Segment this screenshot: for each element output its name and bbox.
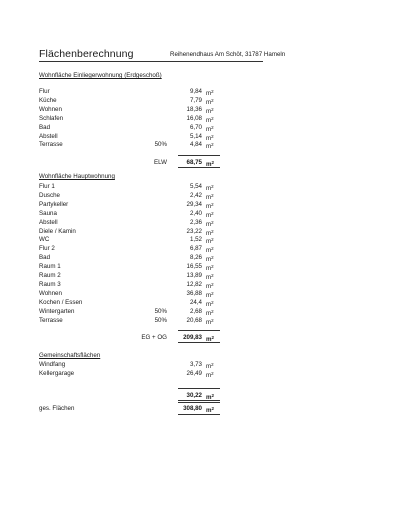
unit-base: m [206, 265, 212, 273]
room-name: Sauna [39, 209, 57, 217]
unit-exponent: 2 [211, 115, 214, 121]
table-row [0, 253, 402, 262]
unit-base: m [206, 256, 212, 264]
unit-exponent: 2 [211, 201, 214, 207]
document-title: Flächenberechnung [39, 48, 134, 60]
table-row [0, 87, 402, 96]
table-row [0, 105, 402, 114]
room-name: Küche [39, 96, 57, 104]
room-area: 2,68 [189, 307, 202, 315]
unit-label [206, 369, 214, 380]
unit-exponent: 2 [211, 89, 214, 94]
unit-exponent: 2 [211, 362, 214, 367]
room-area: 9,84 [189, 88, 202, 95]
table-row [0, 307, 402, 316]
unit-exponent: 2 [211, 106, 214, 112]
unit-exponent: 2 [211, 308, 214, 314]
room-area: 16,08 [186, 114, 202, 122]
table-row [0, 271, 402, 280]
unit-base: m [206, 318, 212, 326]
room-area: 5,54 [189, 183, 202, 190]
table-row [0, 360, 402, 369]
title-divider [39, 61, 263, 62]
unit-base: m [206, 211, 212, 219]
room-percentage: 50% [154, 141, 167, 149]
table-row [0, 114, 402, 123]
room-name: Wohnen [39, 105, 62, 113]
room-name: Kochen / Essen [39, 298, 83, 306]
unit-exponent: 2 [211, 160, 215, 166]
table-row [0, 244, 402, 253]
table-row [0, 289, 402, 298]
unit-exponent: 2 [211, 142, 214, 148]
total-row [0, 404, 402, 413]
unit-exponent: 2 [211, 299, 214, 305]
unit-base: m [206, 336, 212, 344]
room-name: Wintergarten [39, 307, 75, 315]
table-row [0, 316, 402, 325]
unit-exponent: 2 [211, 406, 215, 411]
room-area: 7,79 [189, 96, 202, 104]
table-row [0, 262, 402, 271]
room-area: 18,36 [186, 105, 202, 113]
table-row [0, 218, 402, 227]
unit-base: m [206, 134, 212, 142]
document-subtitle: Reihenendhaus Am Schöt, 31787 Hameln [170, 51, 286, 58]
table-row [0, 369, 402, 378]
unit-exponent: 2 [211, 264, 214, 270]
unit-exponent: 2 [211, 210, 214, 216]
subtotal-rule [178, 388, 220, 389]
room-area: 29,34 [186, 200, 202, 208]
subtotal-rule [178, 155, 220, 156]
room-percentage: 50% [154, 307, 167, 315]
room-area: 2,42 [189, 191, 202, 199]
section-heading: Gemeinschaftsflächen [39, 352, 101, 359]
room-name: Flur 2 [39, 245, 55, 253]
section-heading: Wohnfläche Hauptwohnung [39, 173, 115, 180]
total-rule [178, 402, 220, 403]
room-area: 6,87 [189, 245, 202, 253]
room-name: Bad [39, 254, 51, 262]
unit-label [206, 140, 214, 151]
room-area: 13,89 [186, 272, 202, 279]
unit-exponent: 2 [211, 290, 214, 296]
unit-exponent: 2 [211, 273, 214, 278]
table-row [0, 182, 402, 191]
room-name: Diele / Kamin [39, 227, 76, 235]
subtotal-row [0, 391, 402, 400]
subtotal-label: EG + OG [141, 334, 167, 342]
table-row [0, 140, 402, 149]
unit-exponent: 2 [211, 133, 214, 139]
room-name: Wohnen [39, 289, 62, 297]
unit-base: m [206, 193, 212, 201]
room-name: Terrasse [39, 141, 63, 149]
table-row [0, 280, 402, 289]
subtotal-underline [178, 400, 220, 401]
room-area: 5,14 [189, 132, 202, 140]
unit-label [206, 316, 214, 327]
room-area: 23,22 [186, 227, 202, 235]
unit-base: m [206, 116, 212, 124]
table-row [0, 123, 402, 132]
unit-base: m [206, 363, 212, 370]
unit-exponent: 2 [211, 184, 214, 189]
unit-base: m [206, 291, 212, 299]
unit-exponent: 2 [211, 370, 214, 376]
unit-exponent: 2 [211, 335, 215, 341]
subtotal-value: 68,75 [186, 159, 202, 167]
total-label: ges. Flächen [39, 405, 75, 412]
unit-base: m [206, 300, 212, 308]
subtotal-rule [178, 330, 220, 331]
unit-base: m [206, 238, 212, 246]
unit-base: m [206, 282, 212, 290]
unit-exponent: 2 [211, 246, 214, 252]
room-area: 20,68 [186, 316, 202, 324]
table-row [0, 209, 402, 218]
room-area: 36,88 [186, 289, 202, 297]
unit-exponent: 2 [211, 192, 214, 198]
room-name: Abstell [39, 218, 58, 226]
room-area: 2,36 [189, 218, 202, 226]
subtotal-underline [178, 342, 220, 343]
room-name: Terrasse [39, 316, 63, 324]
room-name: Flur 1 [39, 183, 55, 190]
room-area: 6,70 [189, 123, 202, 131]
unit-base: m [206, 90, 212, 97]
unit-base: m [206, 407, 212, 414]
unit-exponent: 2 [211, 317, 214, 323]
unit-base: m [206, 107, 212, 115]
unit-exponent: 2 [211, 392, 215, 398]
unit-base: m [206, 371, 212, 379]
total-underline [178, 414, 220, 415]
subtotal-underline [178, 167, 220, 168]
subtotal-row [0, 158, 402, 167]
unit-exponent: 2 [211, 237, 214, 243]
unit-base: m [206, 393, 212, 401]
room-name: Raum 1 [39, 263, 61, 271]
room-name: Dusche [39, 191, 60, 199]
unit-exponent: 2 [211, 124, 214, 130]
room-name: Partykeller [39, 200, 69, 208]
unit-exponent: 2 [211, 228, 214, 234]
room-area: 4,84 [189, 141, 202, 149]
section-heading: Wohnfläche Einliegerwohnung (Erdgeschoß) [39, 72, 162, 79]
unit-base: m [206, 143, 212, 151]
table-row [0, 191, 402, 200]
unit-exponent: 2 [211, 219, 214, 225]
table-row [0, 132, 402, 141]
unit-base: m [206, 247, 212, 255]
room-name: WC [39, 236, 50, 244]
unit-base: m [206, 98, 212, 106]
subtotal-value: 30,22 [186, 391, 202, 399]
room-name: Kellergarage [39, 369, 75, 377]
table-row [0, 235, 402, 244]
room-name: Flur [39, 88, 50, 95]
unit-exponent: 2 [211, 97, 214, 103]
unit-base: m [206, 185, 212, 192]
room-name: Raum 3 [39, 280, 61, 288]
unit-base: m [206, 229, 212, 237]
unit-base: m [206, 220, 212, 228]
unit-base: m [206, 125, 212, 133]
subtotal-value: 209,83 [183, 334, 202, 342]
table-row [0, 200, 402, 209]
unit-base: m [206, 274, 212, 281]
room-area: 16,55 [186, 263, 202, 271]
total-value: 308,80 [183, 405, 202, 412]
room-name: Raum 2 [39, 272, 61, 279]
room-area: 12,82 [186, 280, 202, 288]
table-row [0, 227, 402, 236]
subtotal-label: ELW [154, 159, 167, 167]
subtotal-row [0, 333, 402, 342]
room-name: Schlafen [39, 114, 64, 122]
table-row [0, 298, 402, 307]
unit-base: m [206, 161, 212, 169]
room-area: 3,73 [189, 361, 202, 368]
room-name: Abstell [39, 132, 58, 140]
room-percentage: 50% [154, 316, 167, 324]
unit-base: m [206, 309, 212, 317]
room-area: 2,40 [189, 209, 202, 217]
room-area: 8,26 [189, 254, 202, 262]
unit-exponent: 2 [211, 255, 214, 261]
room-area: 1,52 [189, 236, 202, 244]
unit-exponent: 2 [211, 281, 214, 287]
room-name: Bad [39, 123, 51, 131]
unit-base: m [206, 202, 212, 210]
room-area: 26,49 [186, 369, 202, 377]
room-name: Windfang [39, 361, 66, 368]
table-row [0, 96, 402, 105]
room-area: 24,4 [189, 298, 202, 306]
